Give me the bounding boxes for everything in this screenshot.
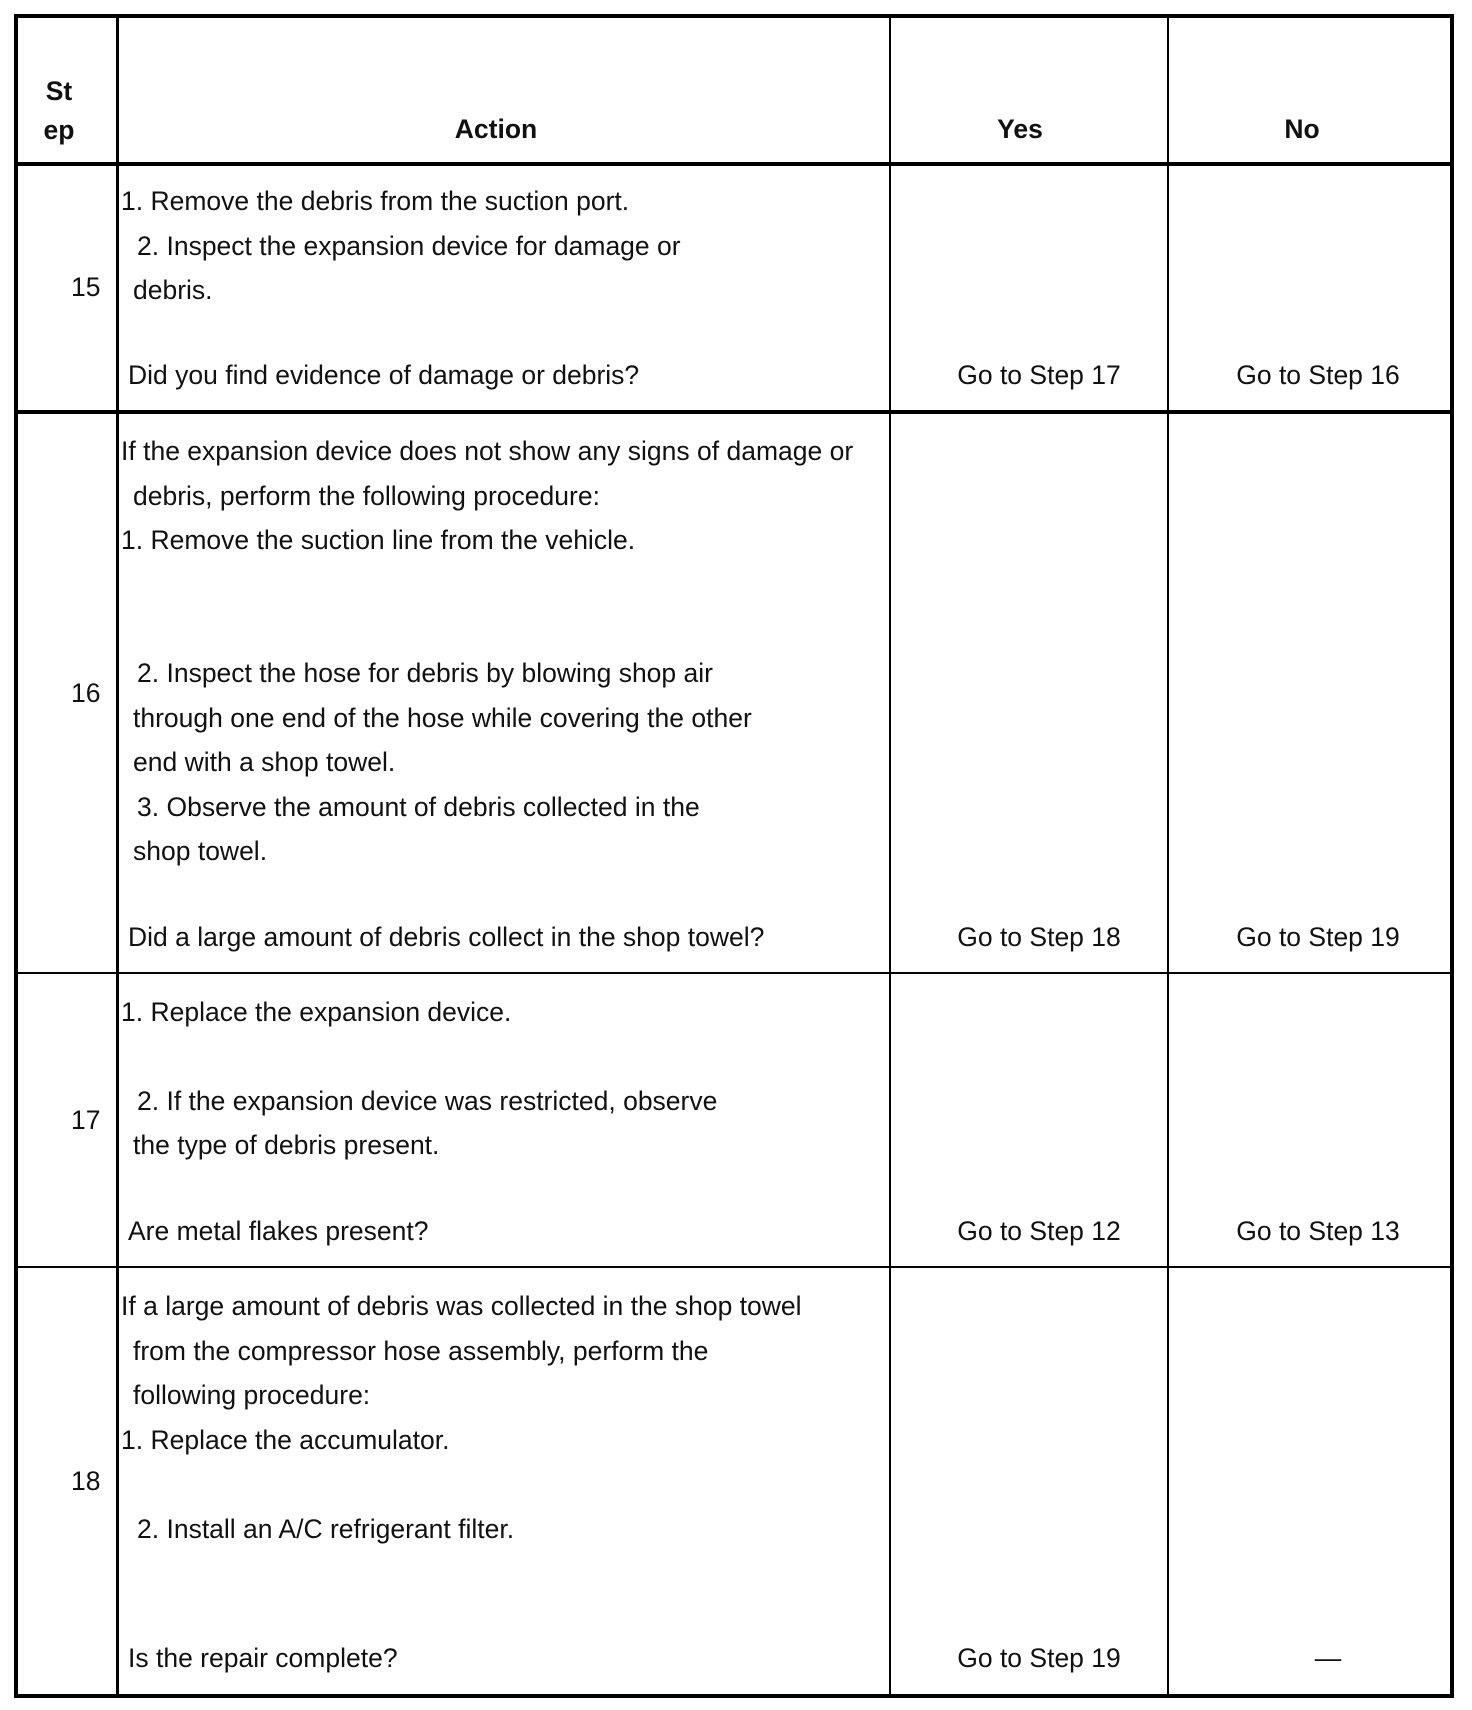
action-question: Did you find evidence of damage or debris? bbox=[128, 360, 640, 390]
no-result: Go to Step 19 bbox=[1236, 922, 1400, 952]
no-result: Go to Step 16 bbox=[1236, 360, 1400, 390]
action-line: If the expansion device does not show any signs of damage or bbox=[121, 436, 854, 466]
action-line: end with a shop towel. bbox=[133, 747, 396, 777]
table-border-bottom bbox=[14, 1694, 1454, 1698]
header-step-line2: ep bbox=[43, 115, 75, 145]
table-border-right bbox=[1450, 14, 1454, 1698]
action-line: 2. Install an A/C refrigerant filter. bbox=[137, 1514, 515, 1544]
action-line: the type of debris present. bbox=[133, 1130, 440, 1160]
action-question: Are metal flakes present? bbox=[128, 1216, 429, 1246]
action-line: 1. Replace the accumulator. bbox=[121, 1425, 450, 1455]
table-border-top bbox=[14, 14, 1454, 18]
action-line: If a large amount of debris was collected in the shop towel bbox=[121, 1291, 802, 1321]
action-question: Did a large amount of debris collect in the shop towel? bbox=[128, 922, 765, 952]
header-no: No bbox=[1284, 114, 1320, 144]
action-line: debris, perform the following procedure: bbox=[133, 481, 600, 511]
no-result: Go to Step 13 bbox=[1236, 1216, 1400, 1246]
step-number: 17 bbox=[71, 1105, 101, 1135]
action-line: 1. Remove the debris from the suction port. bbox=[121, 186, 630, 216]
row-divider bbox=[14, 1266, 1454, 1268]
header-action: Action bbox=[454, 114, 538, 144]
column-divider bbox=[1167, 14, 1169, 1698]
action-line: shop towel. bbox=[133, 836, 268, 866]
yes-result: Go to Step 12 bbox=[957, 1216, 1121, 1246]
column-divider bbox=[889, 14, 891, 1698]
row-divider bbox=[14, 410, 1454, 414]
yes-result: Go to Step 18 bbox=[957, 922, 1121, 952]
step-number: 16 bbox=[71, 678, 101, 708]
table-border-left bbox=[14, 14, 18, 1698]
step-number: 18 bbox=[71, 1466, 101, 1496]
step-number: 15 bbox=[71, 272, 101, 302]
header-step-line1: St bbox=[45, 76, 73, 106]
column-divider bbox=[116, 14, 119, 1698]
action-line: through one end of the hose while covering the other bbox=[133, 703, 752, 733]
header-divider bbox=[14, 162, 1454, 166]
action-line: 1. Replace the expansion device. bbox=[121, 997, 512, 1027]
action-line: 1. Remove the suction line from the vehicle. bbox=[121, 525, 636, 555]
row-divider bbox=[14, 972, 1454, 974]
action-line: debris. bbox=[133, 275, 213, 305]
yes-result: Go to Step 17 bbox=[957, 360, 1121, 390]
action-line: 2. Inspect the expansion device for damage or bbox=[137, 231, 681, 261]
action-line: 3. Observe the amount of debris collected in the bbox=[137, 792, 700, 822]
action-question: Is the repair complete? bbox=[128, 1643, 398, 1673]
action-line: 2. Inspect the hose for debris by blowing shop air bbox=[137, 658, 713, 688]
header-yes: Yes bbox=[997, 114, 1043, 144]
no-result: — bbox=[1314, 1643, 1342, 1673]
action-line: 2. If the expansion device was restricted, observe bbox=[137, 1086, 718, 1116]
action-line: following procedure: bbox=[133, 1380, 371, 1410]
action-line: from the compressor hose assembly, perform the bbox=[133, 1336, 709, 1366]
yes-result: Go to Step 19 bbox=[957, 1643, 1121, 1673]
